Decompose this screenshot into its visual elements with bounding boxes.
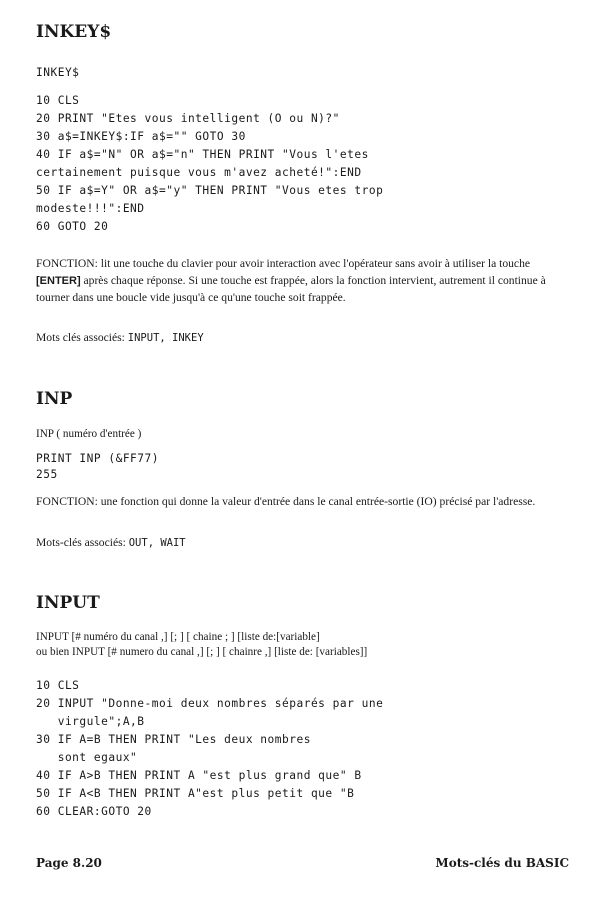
- function-text: après chaque réponse. Si une touche est frappée, alors la fonction intervient, autrement il continue à tourner dans une boucle vide jusqu'à ce qu'une touche soit frappée.: [36, 273, 546, 304]
- related-keywords-inkey: [36, 330, 576, 347]
- related-label: Mots-clés associés:: [36, 536, 129, 549]
- function-description-inp: FONCTION: une fonction qui donne la valeur d'entrée dans le canal entrée-sortie (IO) précisé par l'adresse.: [36, 495, 536, 508]
- code-line: 40 IF a$="N" OR a$="n" THEN PRINT "Vous l'etes: [36, 148, 369, 161]
- code-line: sont egaux": [36, 751, 138, 764]
- syntax-input-line-2: ou bien INPUT [# numero du canal ,] [; ] [ chainre ,] [liste de: [variables]]: [36, 646, 368, 658]
- code-line: 50 IF A<B THEN PRINT A"est plus petit que "B: [36, 787, 355, 800]
- function-text: FONCTION: lit une touche du clavier pour avoir interaction avec l'opérateur sans avoir à utiliser la touche: [36, 257, 531, 270]
- syntax-input-line-1: INPUT [# numéro du canal ,] [; ] [ chaine ; ] [liste de:[variable]: [36, 631, 320, 643]
- section-title-input: INPUT: [36, 593, 100, 613]
- related-keywords: OUT, WAIT: [128, 537, 186, 549]
- page-number: Page 8.20: [36, 856, 102, 870]
- function-description-inkey: [36, 256, 576, 306]
- code-line: 20 INPUT "Donne-moi deux nombres séparés par une: [36, 697, 384, 710]
- code-line: 20 PRINT "Etes vous intelligent (O ou N)?": [36, 112, 340, 125]
- enter-key-label: [ENTER]: [36, 274, 81, 287]
- related-label: Mots clés associés:: [36, 331, 128, 344]
- code-line: virgule";A,B: [36, 715, 145, 728]
- code-line: 60 GOTO 20: [36, 220, 109, 233]
- related-keywords-inp: [36, 535, 576, 552]
- code-line: 255: [36, 468, 58, 481]
- code-line: modeste!!!":END: [36, 202, 145, 215]
- code-line: 10 CLS: [36, 94, 80, 107]
- section-title-inp: INP: [36, 389, 73, 409]
- code-line: certainement puisque vous m'avez acheté!":END: [36, 166, 362, 179]
- related-keywords: INPUT, INKEY: [127, 332, 204, 344]
- code-line: 60 CLEAR:GOTO 20: [36, 805, 152, 818]
- code-line: 30 IF A=B THEN PRINT "Les deux nombres: [36, 733, 311, 746]
- syntax-inp: INP ( numéro d'entrée ): [36, 428, 142, 440]
- section-title-inkey: INKEY$: [36, 22, 112, 42]
- chapter-title: Mots-clés du BASIC: [435, 856, 569, 870]
- code-line: 30 a$=INKEY$:IF a$="" GOTO 30: [36, 130, 246, 143]
- code-line: 10 CLS: [36, 679, 80, 692]
- syntax-inkey: INKEY$: [36, 66, 80, 79]
- code-line: 40 IF A>B THEN PRINT A "est plus grand que" B: [36, 769, 362, 782]
- code-line: 50 IF a$=Y" OR a$="y" THEN PRINT "Vous etes trop: [36, 184, 384, 197]
- code-line: PRINT INP (&FF77): [36, 452, 160, 465]
